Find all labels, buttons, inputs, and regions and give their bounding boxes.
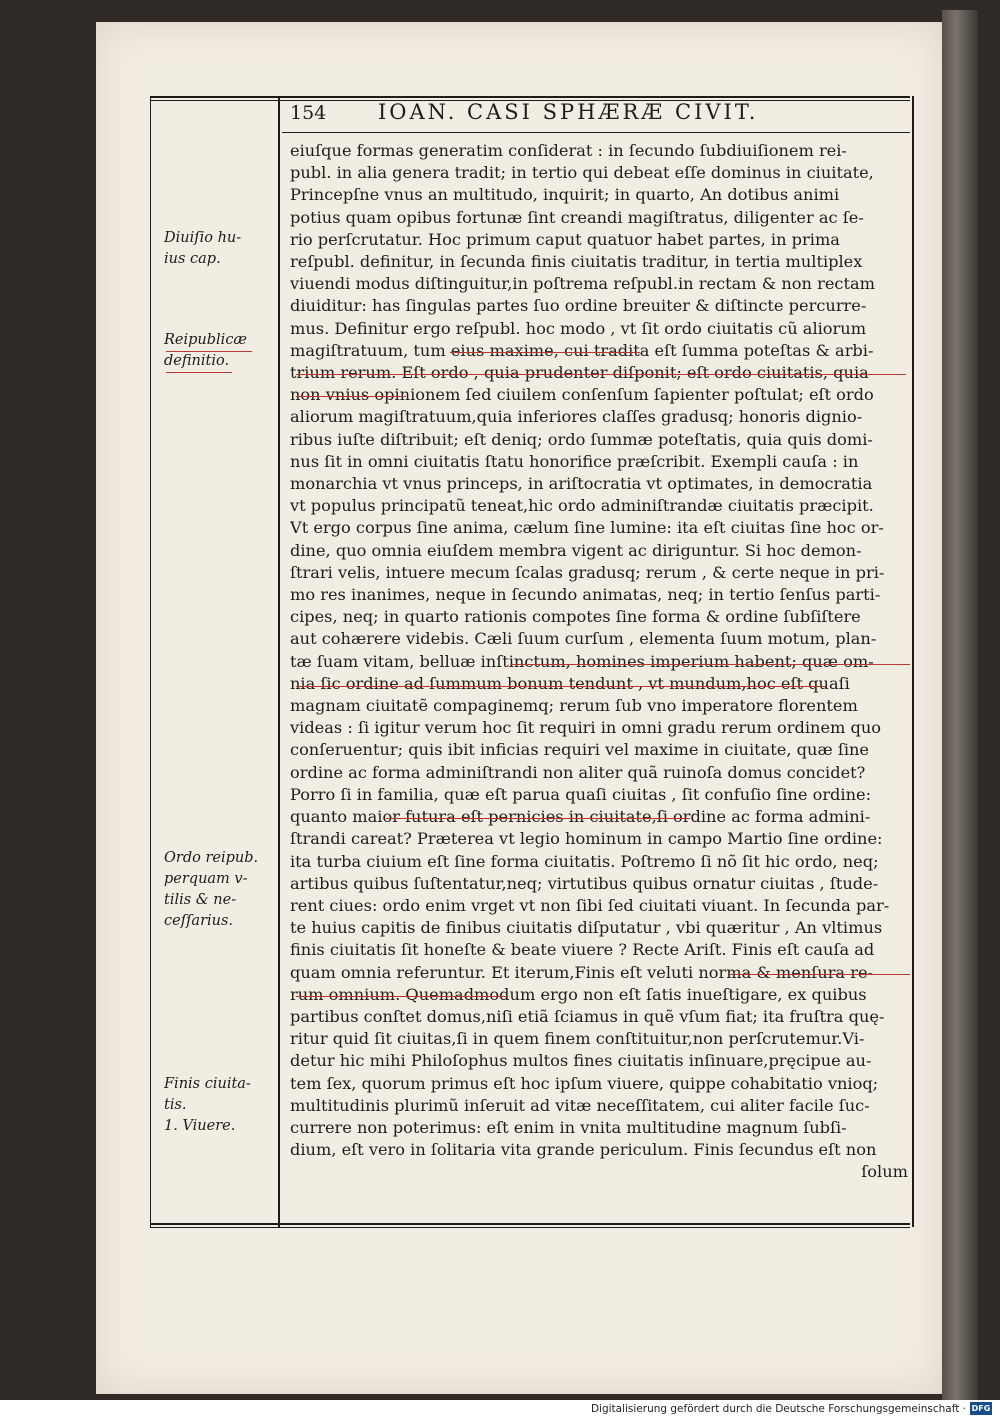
text-line: rum omnium. Quemadmodum ergo non eſt ſatis inueſtigare, ex quibus bbox=[290, 984, 867, 1004]
red-underline bbox=[450, 352, 640, 353]
text-line: videas : ſi igitur verum hoc ſit requiri in omni gradu rerum ordinem quo bbox=[290, 718, 882, 738]
text-line: Porro ſi in familia, quæ eſt parua quaſi ciuitas , ſit confuſio ſine ordine: bbox=[290, 784, 872, 804]
text-line: ſtrandi careat? Præterea vt legio hominum in campo Martio ſine ordine: bbox=[290, 829, 883, 849]
text-line: reſpubl. definitur, in ſecunda finis ciuitatis traditur, in tertia multiplex bbox=[290, 252, 863, 272]
text-line: dium, eſt vero in ſolitaria vita grande periculum. Finis ſecundus eſt non bbox=[290, 1140, 877, 1160]
red-underline bbox=[730, 974, 910, 975]
frame-right-rule bbox=[912, 96, 914, 1227]
text-line: partibus conſtet domus,niſi etiã ſciamus in quẽ vſum fiat; ita fruſtra quę- bbox=[290, 1006, 885, 1026]
text-line: Vt ergo corpus ſine anima, cælum ſine lumine: ita eſt ciuitas ſine hoc or- bbox=[290, 518, 884, 538]
funding-credit: Digitalisierung gefördert durch die Deutsche Forschungsgemeinschaft · bbox=[590, 1403, 966, 1415]
text-line: artibus quibus ſuſtentatur,neq; virtutibus quibus ornatur ciuitas , ſtude- bbox=[290, 873, 879, 893]
text-line: quam omnia referuntur. Et iterum,Finis eſt veluti norma & menſura re- bbox=[290, 962, 874, 982]
text-line: mo res inanimes, neque in ſecundo animatas, neq; in tertio ſenſus parti- bbox=[290, 585, 881, 605]
margin-divider-rule bbox=[278, 96, 280, 1227]
text-line: diuiditur: has ſingulas partes ſuo ordine breuiter & diſtincte percurre- bbox=[290, 296, 867, 316]
text-line: eiuſque formas generatim conſiderat : in ſecundo ſubdiuiſionem rei- bbox=[290, 141, 847, 160]
text-line: viuendi modus diſtinguitur,in poſtrema reſpubl.in rectam & non rectam bbox=[290, 274, 875, 294]
text-line: rio perſcrutatur. Hoc primum caput quatuor habet partes, in prima bbox=[290, 229, 840, 249]
margin-note-order: Ordo reipub. perquam v- tilis & ne- ceſſarius. bbox=[164, 850, 259, 929]
text-line: conſeruentur; quis ibit inficias requiri vel maxime in ciuitate, quæ ſine bbox=[290, 740, 869, 760]
margin-note-end: Finis ciuita- tis. 1. Viuere. bbox=[164, 1076, 251, 1134]
text-line: magnam ciuitatẽ compaginemq; rerum ſub vno imperatore florentem bbox=[290, 696, 858, 716]
margin-note-division: Diuiſio hu- ius cap. bbox=[164, 230, 242, 267]
red-underline bbox=[296, 686, 826, 687]
frame-bottom-rule-inner bbox=[150, 1227, 910, 1228]
frame-top-rule bbox=[150, 96, 910, 98]
text-line: nia ſic ordine ad ſummum bonum tendunt , vt mundum,hoc eſt quaſi bbox=[290, 673, 850, 693]
text-line: ritur quid ſit ciuitas,ſi in quem finem conſtituitur,non perſcrutemur.Vi- bbox=[290, 1029, 865, 1049]
text-line: Princepſne vnus an multitudo, inquirit; in quarto, An dotibus animi bbox=[290, 185, 840, 205]
text-line: nus ſit in omni ciuitatis ſtatu honorifice præſcribit. Exempli cauſa : in bbox=[290, 451, 859, 471]
text-line: mus. Definitur ergo reſpubl. hoc modo , vt ſit ordo ciuitatis cũ aliorum bbox=[290, 318, 867, 338]
red-underline bbox=[166, 372, 232, 373]
red-underline bbox=[386, 818, 690, 819]
text-line: aliorum magiſtratuum,quia inferiores claſſes gradusq; honoris dignio- bbox=[290, 407, 863, 427]
text-line: vt populus principatũ teneat,hic ordo adminiſtrandæ ciuitatis præcipit. bbox=[290, 496, 874, 516]
text-line: multitudinis plurimũ inſeruit ad vitæ neceſſitatem, cui aliter facile ſuc- bbox=[290, 1095, 870, 1115]
text-line: monarchia vt vnus princeps, in ariſtocratia vt optimates, in democratia bbox=[290, 474, 873, 494]
running-head-title: IOAN. CASI SPHÆRÆ CIVIT. bbox=[378, 100, 759, 124]
frame-bottom-rule bbox=[150, 1223, 910, 1225]
text-line: magiſtratuum, tum eius maxime, cui tradita eſt ſumma poteſtas & arbi- bbox=[290, 340, 874, 360]
text-line: ribus iuſte diſtribuit; eſt deniq; ordo ſummæ poteſtatis, quia quis domi- bbox=[290, 429, 873, 449]
text-line: trium rerum. Eſt ordo , quia prudenter diſponit; eſt ordo ciuitatis, quia bbox=[290, 363, 869, 383]
red-underline bbox=[166, 351, 252, 352]
text-line: ita turba ciuium eſt ſine forma ciuitatis. Poſtremo ſi nõ ſit hic ordo, neq; bbox=[290, 851, 879, 871]
red-underline bbox=[296, 396, 406, 397]
dfg-logo-icon: DFG bbox=[971, 1404, 991, 1413]
text-line: tæ ſuam vitam, belluæ inſtinctum, homines imperium habent; quæ om- bbox=[290, 651, 874, 671]
running-header bbox=[282, 100, 910, 132]
frame-left-rule bbox=[150, 96, 151, 1227]
text-line: quanto maior futura eſt pernicies in ciuitate,ſi ordine ac forma admini- bbox=[290, 807, 871, 827]
margin-note-definition: Reipublicæ definitio. bbox=[164, 332, 248, 369]
text-line: tem ſex, quorum primus eſt hoc ipſum viuere, quippe cohabitatio vnioq; bbox=[290, 1073, 879, 1093]
text-line: publ. in alia genera tradit; in tertio qui debeat eſſe dominus in ciuitate, bbox=[290, 163, 874, 183]
red-underline bbox=[296, 996, 508, 997]
text-line: ſtrari velis, intuere mecum ſcalas gradusq; rerum , & certe neque in pri- bbox=[290, 562, 885, 582]
text-line: non vnius opinionem ſed ciuilem conſenſum ſapienter poſtulat; eſt ordo bbox=[290, 385, 874, 405]
red-underline bbox=[510, 664, 910, 665]
text-line: currere non poterimus: eſt enim in vnita multitudine magnum ſubſi- bbox=[290, 1117, 847, 1137]
text-line: finis ciuitatis ſit honeſte & beate viuere ? Recte Ariſt. Finis eſt cauſa ad bbox=[290, 940, 875, 960]
text-line: potius quam opibus fortunæ ſint creandi magiſtratus, diligenter ac ſe- bbox=[290, 207, 864, 227]
text-line: ordine ac forma adminiſtrandi non aliter quã ruinoſa domus concidet? bbox=[290, 762, 866, 782]
catchword: ſolum bbox=[861, 1162, 908, 1182]
page-number: 154 bbox=[290, 102, 327, 124]
text-line: detur hic mihi Philoſophus multos fines ciuitatis inſinuare,pręcipue au- bbox=[290, 1051, 872, 1071]
header-rule bbox=[282, 132, 910, 133]
text-line: aut cohærere videbis. Cæli ſuum curſum , elementa ſuum motum, plan- bbox=[290, 629, 877, 649]
text-line: dine, quo omnia eiuſdem membra vigent ac diriguntur. Si hoc demon- bbox=[290, 540, 862, 560]
body-text bbox=[290, 140, 908, 1184]
text-line: te huius capitis de finibus ciuitatis diſputatur , vbi quæritur , An vltimus bbox=[290, 918, 883, 938]
red-underline bbox=[296, 374, 906, 375]
text-line: rent ciues: ordo enim vrget vt non ſibi ſed ciuitati viuant. In ſecunda par- bbox=[290, 895, 890, 915]
text-line: cipes, neq; in quarto rationis compotes ſine forma & ordine ſubſiſtere bbox=[290, 607, 861, 627]
book-spine bbox=[942, 10, 978, 1400]
